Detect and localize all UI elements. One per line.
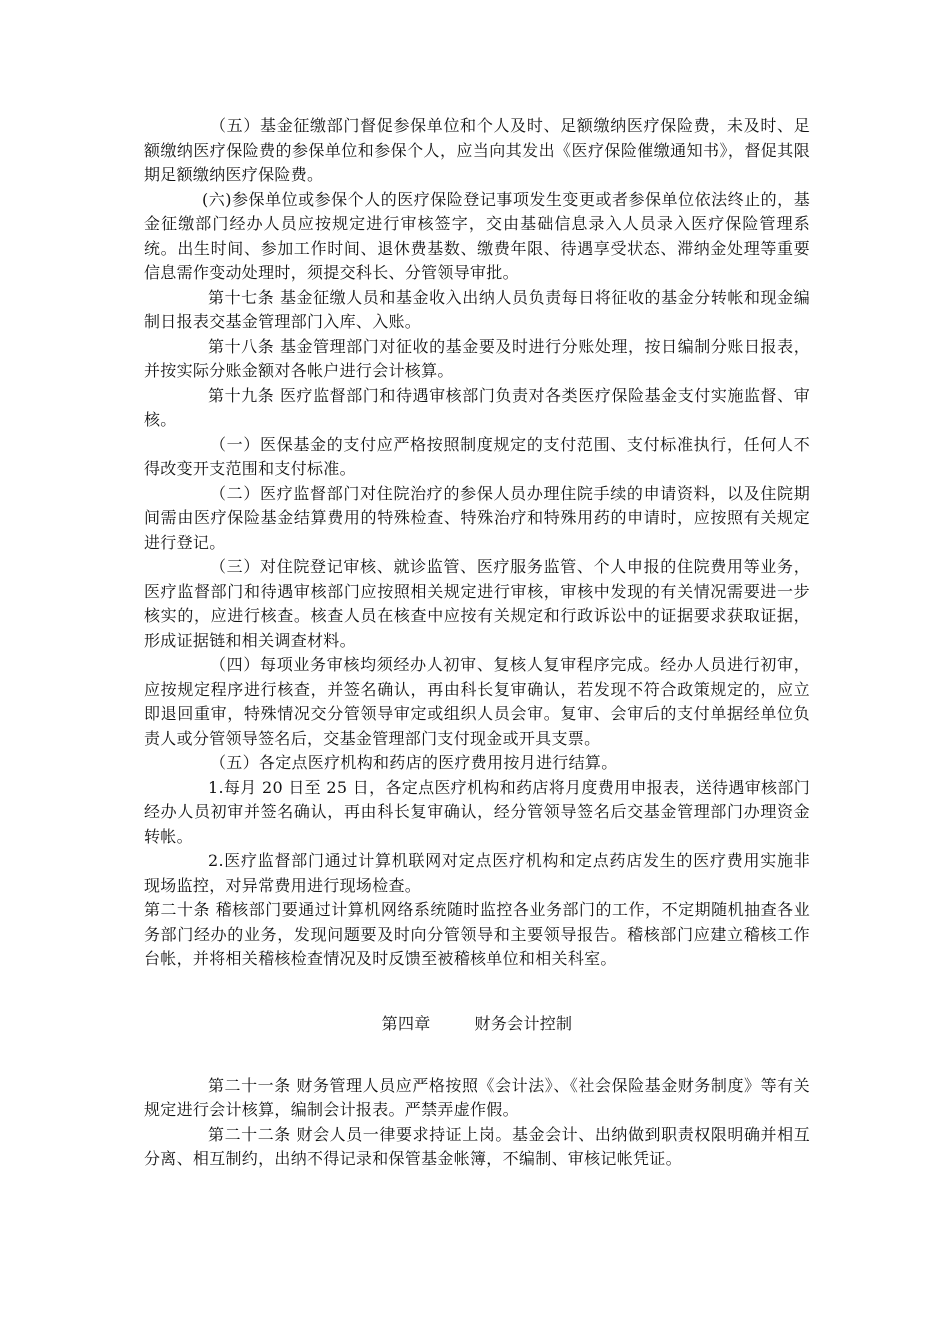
- article-19-item-5: （五）各定点医疗机构和药店的医疗费用按月进行结算。: [210, 753, 618, 772]
- chapter-number: 第四章: [381, 1013, 431, 1033]
- article-22: 第二十二条 财会人员一律要求持证上岗。基金会计、出纳做到职责权限明确并相互分离、相互制约，出纳不得记录和保管基金帐簿，不编制、审核记帐凭证。: [144, 1124, 810, 1168]
- article-19-item-2: （二）医疗监督部门对住院治疗的参保人员办理住院手续的申请资料，以及住院期间需由医疗保险基金结算费用的特殊检查、特殊治疗和特殊用药的申请时，应按照有关规定进行登记。: [144, 483, 810, 552]
- article-20: 第二十条 稽核部门要通过计算机网络系统随时监控各业务部门的工作，不定期随机抽查各业务部门经办的业务，发现问题要及时向分管领导和主要领导报告。稽核部门应建立稽核工作台帐，并将相关稽核检查情况及时反馈至被稽核单位和相关科室。: [144, 900, 810, 968]
- document-page: [144, 114, 810, 1172]
- article-17: 第十七条 基金征缴人员和基金收入出纳人员负责每日将征收的基金分转帐和现金编制日报表交基金管理部门入库、入账。: [144, 287, 810, 331]
- article-19-item-1: （一）医保基金的支付应严格按照制度规定的支付范围、支付标准执行，任何人不得改变开支范围和支付标准。: [144, 434, 810, 478]
- article-19-item-5-sub-2: 2.医疗监督部门通过计算机联网对定点医疗机构和定点药店发生的医疗费用实施非现场监控，对异常费用进行现场检查。: [144, 851, 810, 895]
- article-19-item-3: （三）对住院登记审核、就诊监管、医疗服务监管、个人申报的住院费用等业务，医疗监督部门和待遇审核部门应按照相关规定进行审核，审核中发现的有关情况需要进一步核实的，应进行核查。核查人员在核查中应按有关规定和行政诉讼中的证据要求获取证据，形成证据链和相关调查材料。: [144, 557, 810, 650]
- article-18: 第十八条 基金管理部门对征收的基金要及时进行分账处理，按日编制分账日报表，并按实际分账金额对各帐户进行会计核算。: [144, 336, 810, 380]
- paragraph-item-6: (六)参保单位或参保个人的医疗保险登记事项发生变更或者参保单位依法终止的，基金征缴部门经办人员应按规定进行审核签字，交由基础信息录入人员录入医疗保险管理系统。出生时间、参加工作时间、退休费基数、缴费年限、待遇享受状态、滞纳金处理等重要信息需作变动处理时，须提交科长、分管领导审批。: [144, 189, 810, 282]
- article-21: 第二十一条 财务管理人员应严格按照《会计法》、《社会保险基金财务制度》等有关规定进行会计核算，编制会计报表。严禁弄虚作假。: [144, 1075, 810, 1119]
- article-19: 第十九条 医疗监督部门和待遇审核部门负责对各类医疗保险基金支付实施监督、审核。: [144, 385, 810, 429]
- chapter-title: 财务会计控制: [474, 1013, 573, 1033]
- article-19-item-5-sub-1: 1.每月 20 日至 25 日，各定点医疗机构和药店将月度费用申报表，送待遇审核部门经办人员初审并签名确认，再由科长复审确认，经分管领导签名后交基金管理部门办理资金转帐。: [144, 777, 810, 846]
- paragraph-item-5: （五）基金征缴部门督促参保单位和个人及时、足额缴纳医疗保险费，未及时、足额缴纳医疗保险费的参保单位和参保个人，应当向其发出《医疗保险催缴通知书》，督促其限期足额缴纳医疗保险费。: [144, 116, 810, 184]
- chapter-heading: [144, 1012, 810, 1036]
- article-19-item-4: （四）每项业务审核均须经办人初审、复核人复审程序完成。经办人员进行初审，应按规定程序进行核查，并签名确认，再由科长复审确认，若发现不符合政策规定的，应立即退回重审，特殊情况交分管领导审定或组织人员会审。复审、会审后的支付单据经单位负责人或分管领导签名后，交基金管理部门支付现金或开具支票。: [144, 655, 810, 748]
